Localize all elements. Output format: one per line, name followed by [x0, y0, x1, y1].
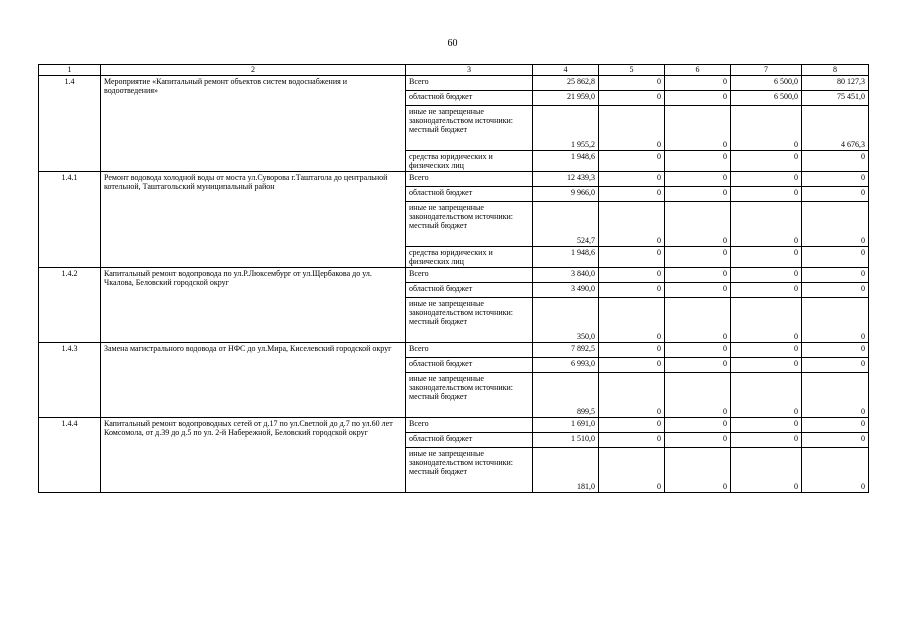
value-cell: 0: [731, 343, 802, 358]
source-label: Всего: [406, 418, 533, 433]
value-cell: 0: [731, 358, 802, 373]
header-cell: 4: [533, 65, 599, 76]
source-label-group: [406, 106, 533, 151]
local-budget-label: местный бюджет: [409, 221, 467, 230]
header-cell: 1: [39, 65, 101, 76]
local-budget-label: местный бюджет: [409, 317, 467, 326]
value-cell: 0: [731, 373, 802, 418]
value-cell: 6 993,0: [533, 358, 599, 373]
header-cell: 6: [665, 65, 731, 76]
table-row: [39, 172, 869, 187]
item-code: 1.4.3: [39, 343, 101, 418]
header-cell: 8: [802, 65, 869, 76]
value-cell: 0: [802, 343, 869, 358]
source-label: областной бюджет: [406, 187, 533, 202]
source-label-group: [406, 298, 533, 343]
value-cell: 0: [802, 373, 869, 418]
value-cell: 0: [665, 373, 731, 418]
value-cell: 0: [599, 268, 665, 283]
value-cell: 1 510,0: [533, 433, 599, 448]
page-number: 60: [447, 38, 458, 49]
source-label: Всего: [406, 268, 533, 283]
value-cell: 350,0: [533, 298, 599, 343]
value-cell: 0: [599, 283, 665, 298]
source-label: средства юридических и физических лиц: [406, 151, 533, 172]
local-budget-label: местный бюджет: [409, 125, 467, 134]
value-cell: 0: [599, 373, 665, 418]
header-cell: 7: [731, 65, 802, 76]
value-cell: 0: [665, 433, 731, 448]
value-cell: 0: [665, 202, 731, 247]
item-name: Мероприятие «Капитальный ремонт объектов систем водоснабжения и водоотведения»: [101, 76, 406, 172]
item-name: Капитальный ремонт водопроводных сетей от д.17 по ул.Светлой до д.7 по ул.60 лет Комсомола, от д.39 до д.5 по ул. 2-й Набережной, Беловский городской округ: [101, 418, 406, 493]
value-cell: 1 691,0: [533, 418, 599, 433]
value-cell: 0: [599, 91, 665, 106]
table-row: [39, 343, 869, 358]
item-name: Ремонт водовода холодной воды от моста ул.Суворова г.Таштагола до центральной котельной, Таштагольский муниципальный район: [101, 172, 406, 268]
value-cell: 0: [731, 151, 802, 172]
value-cell: 0: [665, 172, 731, 187]
header-cell: 2: [101, 65, 406, 76]
value-cell: 21 959,0: [533, 91, 599, 106]
value-cell: 0: [802, 202, 869, 247]
source-label: областной бюджет: [406, 433, 533, 448]
item-code: 1.4.2: [39, 268, 101, 343]
source-label: Всего: [406, 172, 533, 187]
value-cell: 0: [802, 247, 869, 268]
table-row: [39, 268, 869, 283]
source-label: Всего: [406, 76, 533, 91]
value-cell: 0: [802, 283, 869, 298]
value-cell: 0: [599, 247, 665, 268]
value-cell: 0: [599, 433, 665, 448]
header-cell: 5: [599, 65, 665, 76]
source-label: областной бюджет: [406, 91, 533, 106]
value-cell: 0: [665, 76, 731, 91]
item-name: Капитальный ремонт водопровода по ул.Р.Люксембург от ул.Щербакова до ул. Чкалова, Беловский городской округ: [101, 268, 406, 343]
value-cell: 0: [599, 358, 665, 373]
other-sources-label: иные не запрещенные законодательством источники:: [409, 449, 514, 467]
other-sources-label: иные не запрещенные законодательством источники:: [409, 107, 514, 125]
item-code: 1.4: [39, 76, 101, 172]
local-budget-label: местный бюджет: [409, 467, 467, 476]
value-cell: 0: [731, 268, 802, 283]
value-cell: 0: [802, 433, 869, 448]
value-cell: 1 948,6: [533, 247, 599, 268]
value-cell: 0: [802, 187, 869, 202]
value-cell: 0: [802, 268, 869, 283]
value-cell: 0: [599, 172, 665, 187]
value-cell: 0: [665, 247, 731, 268]
value-cell: 0: [665, 448, 731, 493]
value-cell: 0: [731, 283, 802, 298]
source-label-group: [406, 202, 533, 247]
value-cell: 4 676,3: [802, 106, 869, 151]
value-cell: 0: [665, 187, 731, 202]
value-cell: 0: [665, 91, 731, 106]
source-label-group: [406, 373, 533, 418]
value-cell: 6 500,0: [731, 76, 802, 91]
value-cell: 0: [665, 358, 731, 373]
value-cell: 0: [599, 202, 665, 247]
other-sources-label: иные не запрещенные законодательством источники:: [409, 374, 514, 392]
header-row: [39, 65, 869, 76]
value-cell: 0: [599, 448, 665, 493]
value-cell: 6 500,0: [731, 91, 802, 106]
value-cell: 0: [731, 433, 802, 448]
value-cell: 25 862,8: [533, 76, 599, 91]
value-cell: 0: [599, 343, 665, 358]
value-cell: 0: [599, 187, 665, 202]
value-cell: 75 451,0: [802, 91, 869, 106]
value-cell: 0: [731, 172, 802, 187]
value-cell: 0: [599, 418, 665, 433]
value-cell: 0: [665, 268, 731, 283]
other-sources-label: иные не запрещенные законодательством источники:: [409, 299, 514, 317]
source-label-group: [406, 448, 533, 493]
value-cell: 0: [731, 247, 802, 268]
other-sources-label: иные не запрещенные законодательством источники:: [409, 203, 514, 221]
table-row: [39, 76, 869, 91]
value-cell: 0: [731, 448, 802, 493]
value-cell: 0: [731, 418, 802, 433]
value-cell: 0: [802, 172, 869, 187]
value-cell: 3 490,0: [533, 283, 599, 298]
value-cell: 0: [665, 283, 731, 298]
value-cell: 0: [802, 448, 869, 493]
value-cell: 0: [665, 151, 731, 172]
source-label: областной бюджет: [406, 358, 533, 373]
value-cell: 0: [599, 151, 665, 172]
value-cell: 0: [665, 343, 731, 358]
value-cell: 0: [731, 202, 802, 247]
header-cell: 3: [406, 65, 533, 76]
source-label: средства юридических и физических лиц: [406, 247, 533, 268]
value-cell: 1 948,6: [533, 151, 599, 172]
value-cell: 9 966,0: [533, 187, 599, 202]
source-label: областной бюджет: [406, 283, 533, 298]
value-cell: 0: [599, 298, 665, 343]
value-cell: 0: [731, 106, 802, 151]
value-cell: 1 955,2: [533, 106, 599, 151]
value-cell: 3 840,0: [533, 268, 599, 283]
value-cell: 899,5: [533, 373, 599, 418]
value-cell: 0: [802, 151, 869, 172]
source-label: Всего: [406, 343, 533, 358]
local-budget-label: местный бюджет: [409, 392, 467, 401]
value-cell: 7 892,5: [533, 343, 599, 358]
value-cell: 12 439,3: [533, 172, 599, 187]
value-cell: 80 127,3: [802, 76, 869, 91]
value-cell: 181,0: [533, 448, 599, 493]
value-cell: 0: [802, 358, 869, 373]
value-cell: 0: [802, 418, 869, 433]
value-cell: 0: [599, 106, 665, 151]
value-cell: 0: [665, 106, 731, 151]
value-cell: 0: [802, 298, 869, 343]
value-cell: 0: [665, 418, 731, 433]
value-cell: 0: [665, 298, 731, 343]
value-cell: 0: [731, 298, 802, 343]
item-name: Замена магистрального водовода от НФС до ул.Мира, Киселевский городской округ: [101, 343, 406, 418]
budget-table: [38, 64, 869, 493]
value-cell: 0: [731, 187, 802, 202]
item-code: 1.4.1: [39, 172, 101, 268]
item-code: 1.4.4: [39, 418, 101, 493]
value-cell: 524,7: [533, 202, 599, 247]
table-row: [39, 418, 869, 433]
value-cell: 0: [599, 76, 665, 91]
